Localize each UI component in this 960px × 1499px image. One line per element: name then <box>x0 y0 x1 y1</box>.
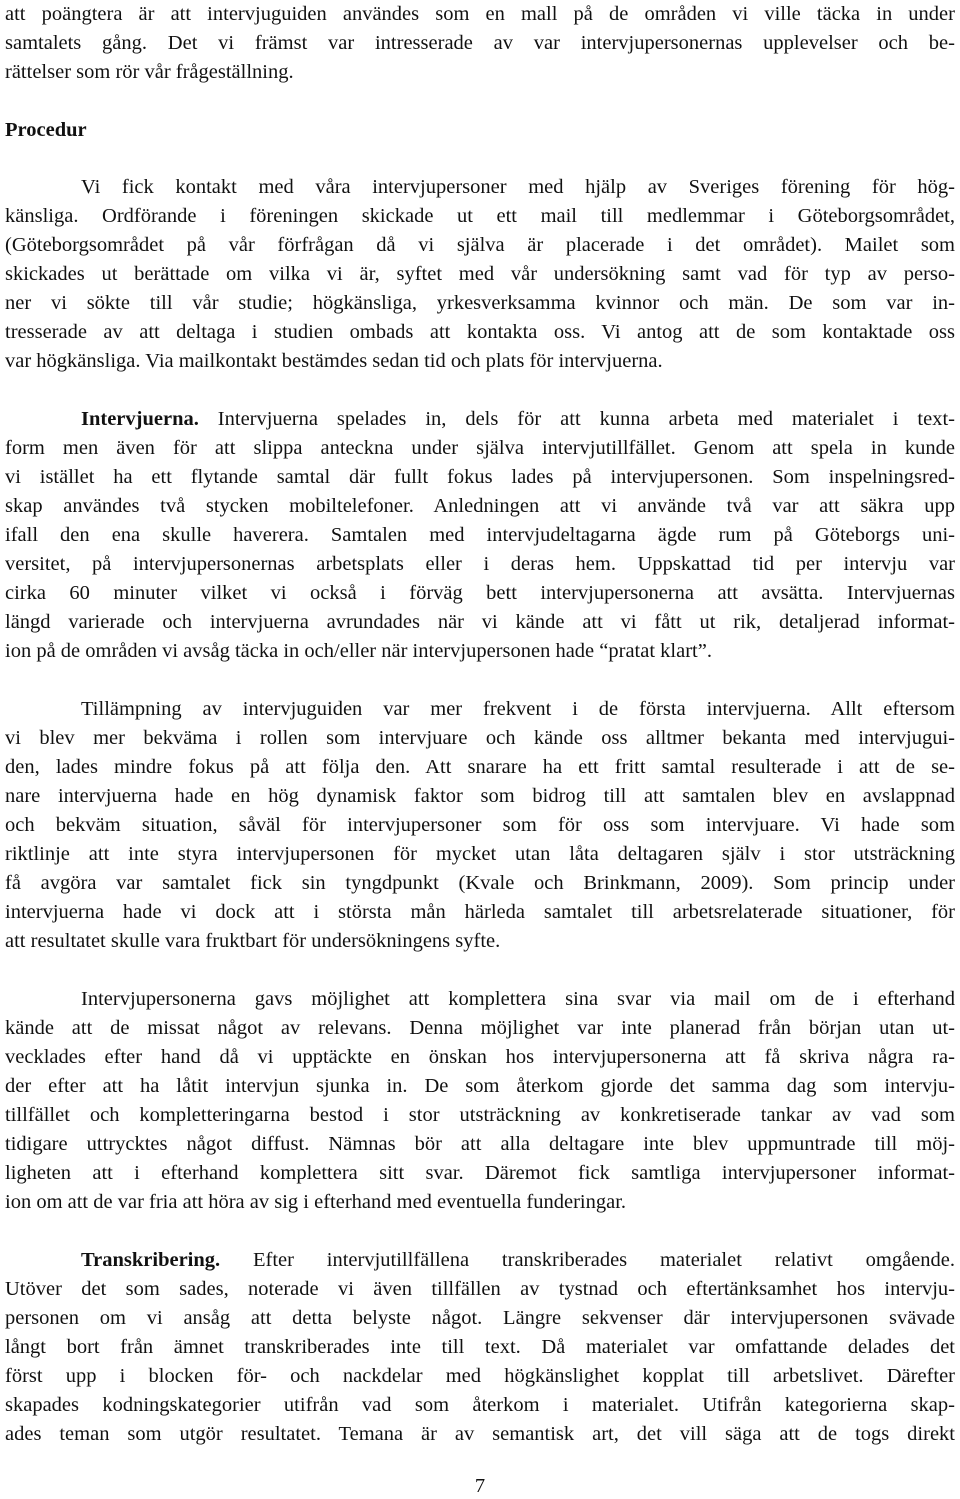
tillampning-line-9: att resultatet skulle vara fruktbart för undersökningens syfte. <box>5 930 501 952</box>
transkribering-line-2: Utöver det som sades, noterade vi även tillfällen av tystnad och eftertänksamhet hos intervju- <box>5 1278 955 1300</box>
transkribering-line-1-text: Efter intervjutillfällena transkriberades materialet relativt omgående. <box>220 1249 955 1271</box>
intervjuerna-line-9: ion på de områden vi avsåg täcka in och/eller när intervjupersonen hade “pratat klart”. <box>5 640 712 662</box>
intro-line-1: att poängtera är att intervjuguiden användes som en mall på de områden vi ville täcka in under <box>5 3 955 25</box>
komplettering-line-3: vecklades efter hand då vi upptäckte en önskan hos intervjupersonerna att få skriva några ra- <box>5 1046 955 1068</box>
transkribering-line-6: skapades kodningskategorier utifrån vad som återkom i materialet. Utifrån kategorierna skap- <box>5 1394 955 1416</box>
intervjuerna-line-7: cirka 60 minuter vilket vi också i förväg bett intervjupersonerna att avsätta. Intervjuernas <box>5 582 955 604</box>
komplettering-line-2: kände att de missat något av relevans. Denna möjlighet var inte planerad från början utan ut- <box>5 1017 955 1039</box>
section-heading-procedur: Procedur <box>5 119 87 141</box>
tillampning-line-7: få avgöra var samtalet fick sin tyngdpunkt (Kvale och Brinkmann, 2009). Som princip under <box>5 872 955 894</box>
komplettering-line-1: Intervjupersonerna gavs möjlighet att komplettera sina svar via mail om de i efterhand <box>81 988 955 1010</box>
subheading-transkribering: Transkribering. <box>81 1249 221 1271</box>
komplettering-line-7: ligheten att i efterhand komplettera sitt svar. Däremot fick samtliga intervjupersoner informat- <box>5 1162 955 1184</box>
komplettering-line-8: ion om att de var fria att höra av sig i efterhand med eventuella funderingar. <box>5 1191 627 1213</box>
tillampning-line-8: intervjuerna hade vi dock att i största mån härleda samtalet till arbetsrelaterade situationer, för <box>5 901 955 923</box>
transkribering-line-5: först upp i blocken för- och nackdelar med högkänslighet kopplat till arbetslivet. Därefter <box>5 1365 955 1387</box>
transkribering-line-1 <box>81 1246 955 1275</box>
komplettering-line-4: der efter att ha låtit intervjun sjunka in. De som återkom gjorde det samma dag som intervju- <box>5 1075 955 1097</box>
intro-line-2: samtalets gång. Det vi främst var intresserade av var intervjupersonernas upplevelser och be- <box>5 32 955 54</box>
intervjuerna-line-3: vi istället ha ett flytande samtal där fullt fokus lades på intervjupersonen. Som inspelningsred- <box>5 466 955 488</box>
intro-line-3: rättelser som rör vår frågeställning. <box>5 61 294 83</box>
procedur-line-4: skickades ut berättade om vilka vi är, syftet med vår undersökning samt vad för typ av perso- <box>5 263 955 285</box>
procedur-line-7: var högkänsliga. Via mailkontakt bestämdes sedan tid och plats för intervjuerna. <box>5 350 663 372</box>
tillampning-line-5: och bekväm situation, såväl för intervjupersoner som för oss som intervjuare. Vi hade som <box>5 814 955 836</box>
komplettering-line-5: tillfället och kompletteringarna bestod i stor utsträckning av konkretiserade tankar av vad som <box>5 1104 955 1126</box>
transkribering-line-7: ades teman som utgör resultatet. Temana är av semantisk art, det vill säga att de togs direkt <box>5 1423 955 1445</box>
tillampning-line-2: vi blev mer bekväma i rollen som intervjuare och kände oss alltmer bekanta med intervjugui- <box>5 727 955 749</box>
transkribering-line-4: långt bort från ämnet transkriberades inte till text. Då materialet var omfattande delades det <box>5 1336 955 1358</box>
subheading-intervjuerna: Intervjuerna. <box>81 408 199 430</box>
procedur-line-6: tresserade av att deltaga i studien ombads att kontakta oss. Vi antog att de som kontaktade oss <box>5 321 955 343</box>
tillampning-line-1: Tillämpning av intervjuguiden var mer frekvent i de första intervjuerna. Allt eftersom <box>81 698 955 720</box>
intervjuerna-line-1-text: Intervjuerna spelades in, dels för att kunna arbeta med materialet i text- <box>198 408 955 430</box>
transkribering-line-3: personen om vi ansåg att detta belyste något. Längre sekvenser där intervjupersonen svävade <box>5 1307 955 1329</box>
procedur-line-3: (Göteborgsområdet på vår förfrågan då vi själva är placerade i det området). Mailet som <box>5 234 955 256</box>
procedur-line-2: känsliga. Ordförande i föreningen skickade ut ett mail till medlemmar i Göteborgsområdet, <box>5 205 955 227</box>
intervjuerna-line-6: versitet, på intervjupersonernas arbetsplats eller i deras hem. Uppskattad tid per intervju var <box>5 553 955 575</box>
intervjuerna-line-4: skap användes två stycken mobiltelefoner. Anledningen att vi använde två var att säkra upp <box>5 495 955 517</box>
intervjuerna-line-8: längd varierade och intervjuerna avrundades när vi kände att vi fått ut rik, detaljerad informat- <box>5 611 955 633</box>
intervjuerna-line-1 <box>81 405 955 434</box>
page-number: 7 <box>474 1475 486 1497</box>
komplettering-line-6: tidigare uttrycktes något diffust. Nämnas bör att alla deltagare inte blev uppmuntrade till möj- <box>5 1133 955 1155</box>
procedur-line-5: ner vi sökte till vår studie; högkänsliga, yrkesverksamma kvinnor och män. De som var in- <box>5 292 955 314</box>
tillampning-line-3: den, lades mindre fokus på att följa den. Att snarare ha ett fritt samtal resulterade i att de se- <box>5 756 955 778</box>
intervjuerna-line-5: ifall den ena skulle haverera. Samtalen med intervjudeltagarna ägde rum på Göteborgs uni- <box>5 524 955 546</box>
procedur-line-1: Vi fick kontakt med våra intervjupersoner med hjälp av Sveriges förening för hög- <box>81 176 955 198</box>
tillampning-line-6: riktlinje att inte styra intervjupersonen för mycket utan låta deltagaren själv i stor utsträckning <box>5 843 955 865</box>
intervjuerna-line-2: form men även för att slippa anteckna under själva intervjutillfället. Genom att spela in kunde <box>5 437 955 459</box>
tillampning-line-4: nare intervjuerna hade en hög dynamisk faktor som bidrog till att samtalen blev en avslappnad <box>5 785 955 807</box>
